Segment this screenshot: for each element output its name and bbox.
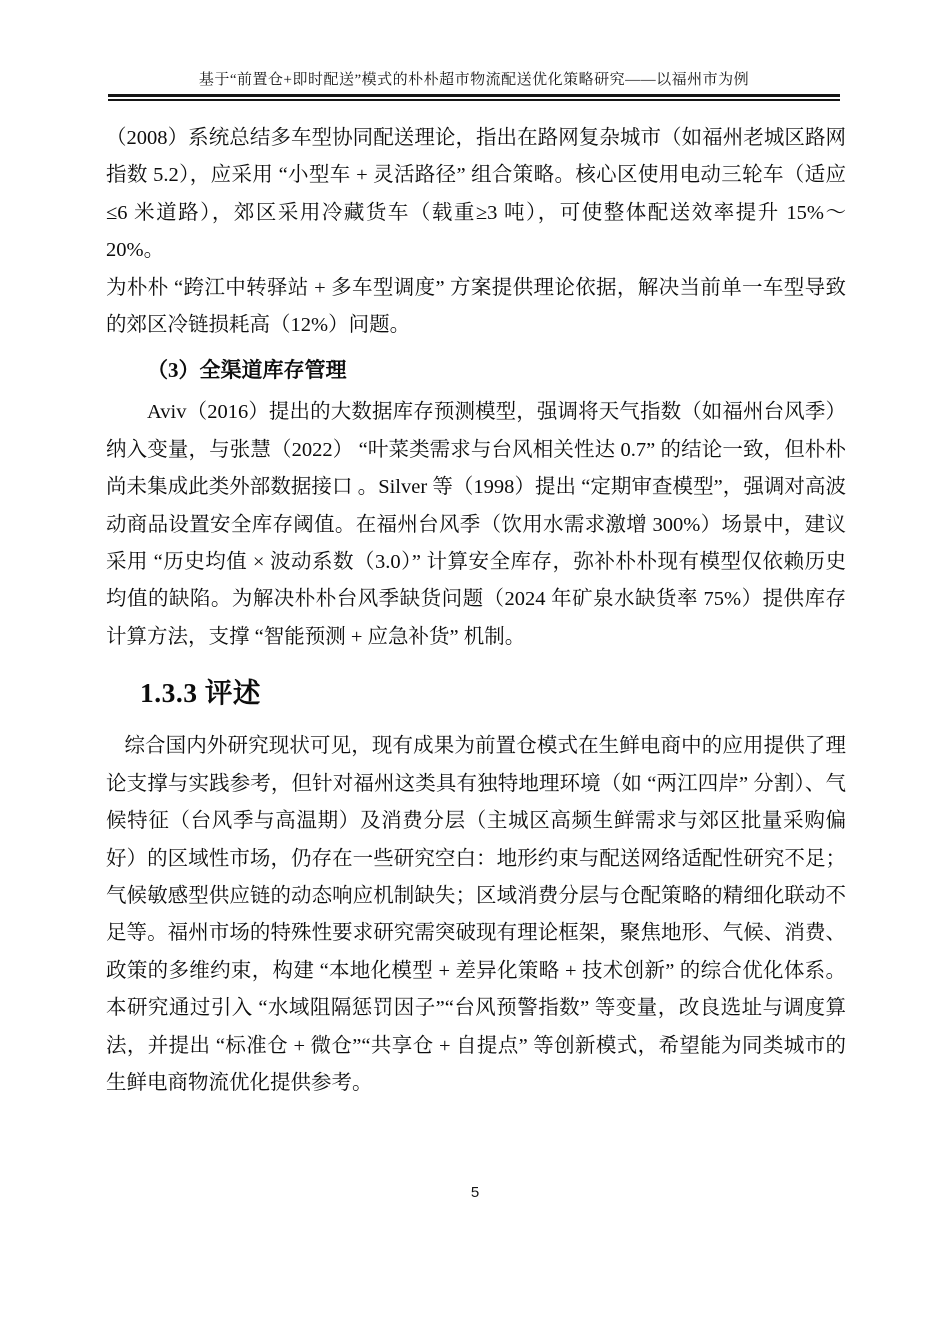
header-divider (108, 94, 840, 101)
document-body (106, 120, 846, 1102)
paragraph-inventory-models: Aviv（2016）提出的大数据库存预测模型，强调将天气指数（如福州台风季）纳入变量，与张慧（2022） “叶菜类需求与台风相关性达 0.7” 的结论一致，但朴朴尚未集成此类外部数据接口 。Silver 等（1998）提出 “定期审查模型”，强调对高波动商品设置安全库存阈值。在福州台风季（饮用水需求激增 300%）场景中，建议采用 “历史均值 × 波动系数（3.0）” 计算安全库存，弥补朴朴现有模型仅依赖历史均值的缺陷。为解决朴朴台风季缺货问题（2024 年矿泉水缺货率 75%）提供库存计算方法，支撑 “智能预测 + 应急补货” 机制。 (106, 401, 846, 648)
paragraph-multi-vehicle-theory: （2008）系统总结多车型协同配送理论，指出在路网复杂城市（如福州老城区路网指数 5.2），应采用 “小型车 + 灵活路径” 组合策略。核心区使用电动三轮车（适应≤6 米道路），郊区采用冷藏货车（载重≥3 吨），可使整体配送效率提升 15%～20%。 (106, 127, 846, 262)
heading-omnichannel-inventory: （3）全渠道库存管理 (147, 358, 347, 383)
page-header (108, 68, 840, 101)
page-number: 5 (470, 1184, 480, 1201)
paragraph-review-summary: 综合国内外研究现状可见，现有成果为前置仓模式在生鲜电商中的应用提供了理论支撑与实践参考，但针对福州这类具有独特地理环境（如 “两江四岸” 分割）、气候特征（台风季与高温期）及消费分层（主城区高频生鲜需求与郊区批量采购偏好）的区域性市场，仍存在一些研究空白：地形约束与配送网络适配性研究不足；气候敏感型供应链的动态响应机制缺失；区域消费分层与仓配策略的精细化联动不足等。福州市场的特殊性要求研究需突破现有理论框架，聚焦地形、气候、消费、政策的多维约束，构建 “本地化模型 + 差异化策略 + 技术创新” 的综合优化体系。本研究通过引入 “水域阻隔惩罚因子”“台风预警指数” 等变量，改良选址与调度算法，并提出 “标准仓 + 微仓”“共享仓 + 自提点” 等创新模式，希望能为同类城市的生鲜电商物流优化提供参考。 (106, 735, 846, 1094)
heading-section-review: 1.3.3 评述 (140, 677, 261, 709)
paragraph-pupu-scheme: 为朴朴 “跨江中转驿站 + 多车型调度” 方案提供理论依据，解决当前单一车型导致的郊区冷链损耗高（12%）问题。 (106, 276, 846, 337)
page-footer (0, 1184, 950, 1202)
running-head-title: 基于“前置仓+即时配送”模式的朴朴超市物流配送优化策略研究——以福州市为例 (198, 72, 750, 88)
